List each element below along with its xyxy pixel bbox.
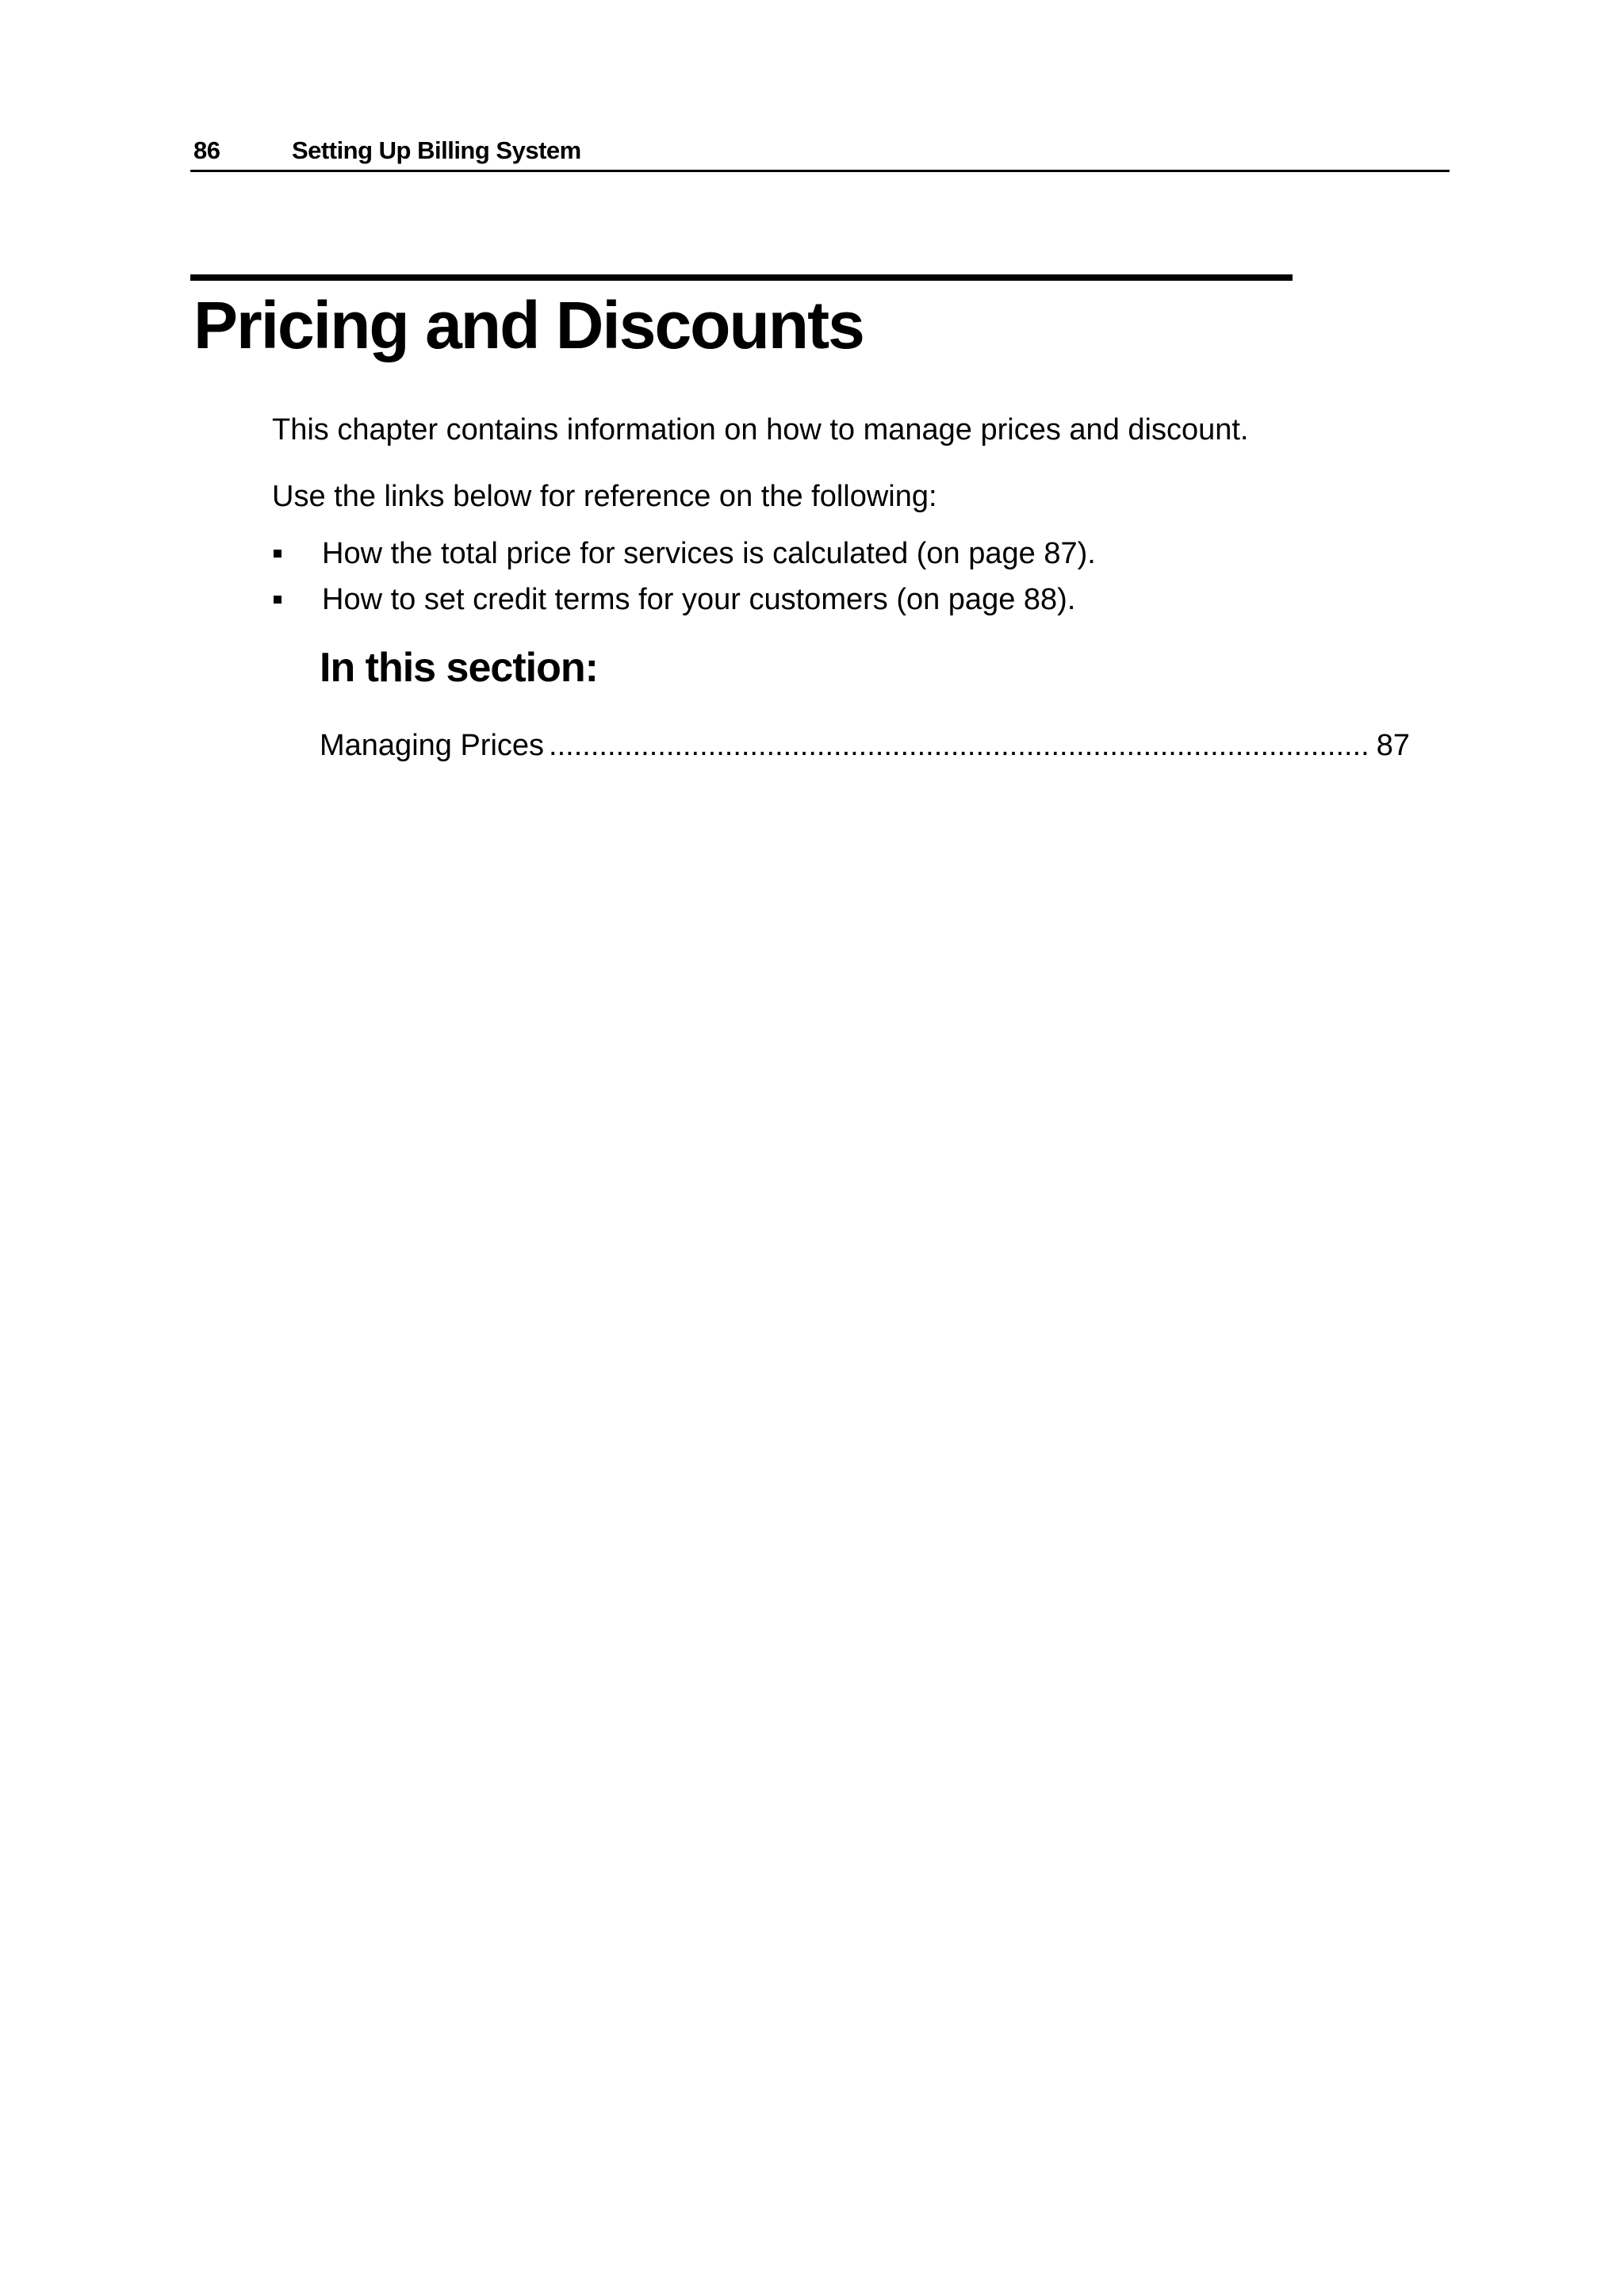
chapter-title: Pricing and Discounts — [193, 288, 864, 362]
links-intro-paragraph: Use the links below for reference on the following: — [272, 480, 937, 513]
bullet-square-icon — [274, 550, 282, 558]
toc-entry-page[interactable]: 87 — [1376, 729, 1410, 762]
bullet-square-icon — [274, 596, 282, 604]
list-item-text[interactable]: How to set credit terms for your customers (on page 88). — [322, 583, 1076, 616]
intro-paragraph: This chapter contains information on how to manage prices and discount. — [272, 413, 1249, 447]
toc-dot-leader — [549, 726, 1372, 765]
title-rule — [190, 274, 1293, 281]
toc-entry-label[interactable]: Managing Prices — [320, 729, 545, 762]
section-heading: In this section: — [320, 645, 598, 691]
list-item-text[interactable]: How the total price for services is calculated (on page 87). — [322, 537, 1096, 570]
toc-entry[interactable] — [320, 726, 1410, 765]
running-header — [190, 130, 1450, 172]
book-title: Setting Up Billing System — [292, 136, 581, 164]
page-number: 86 — [193, 136, 220, 164]
